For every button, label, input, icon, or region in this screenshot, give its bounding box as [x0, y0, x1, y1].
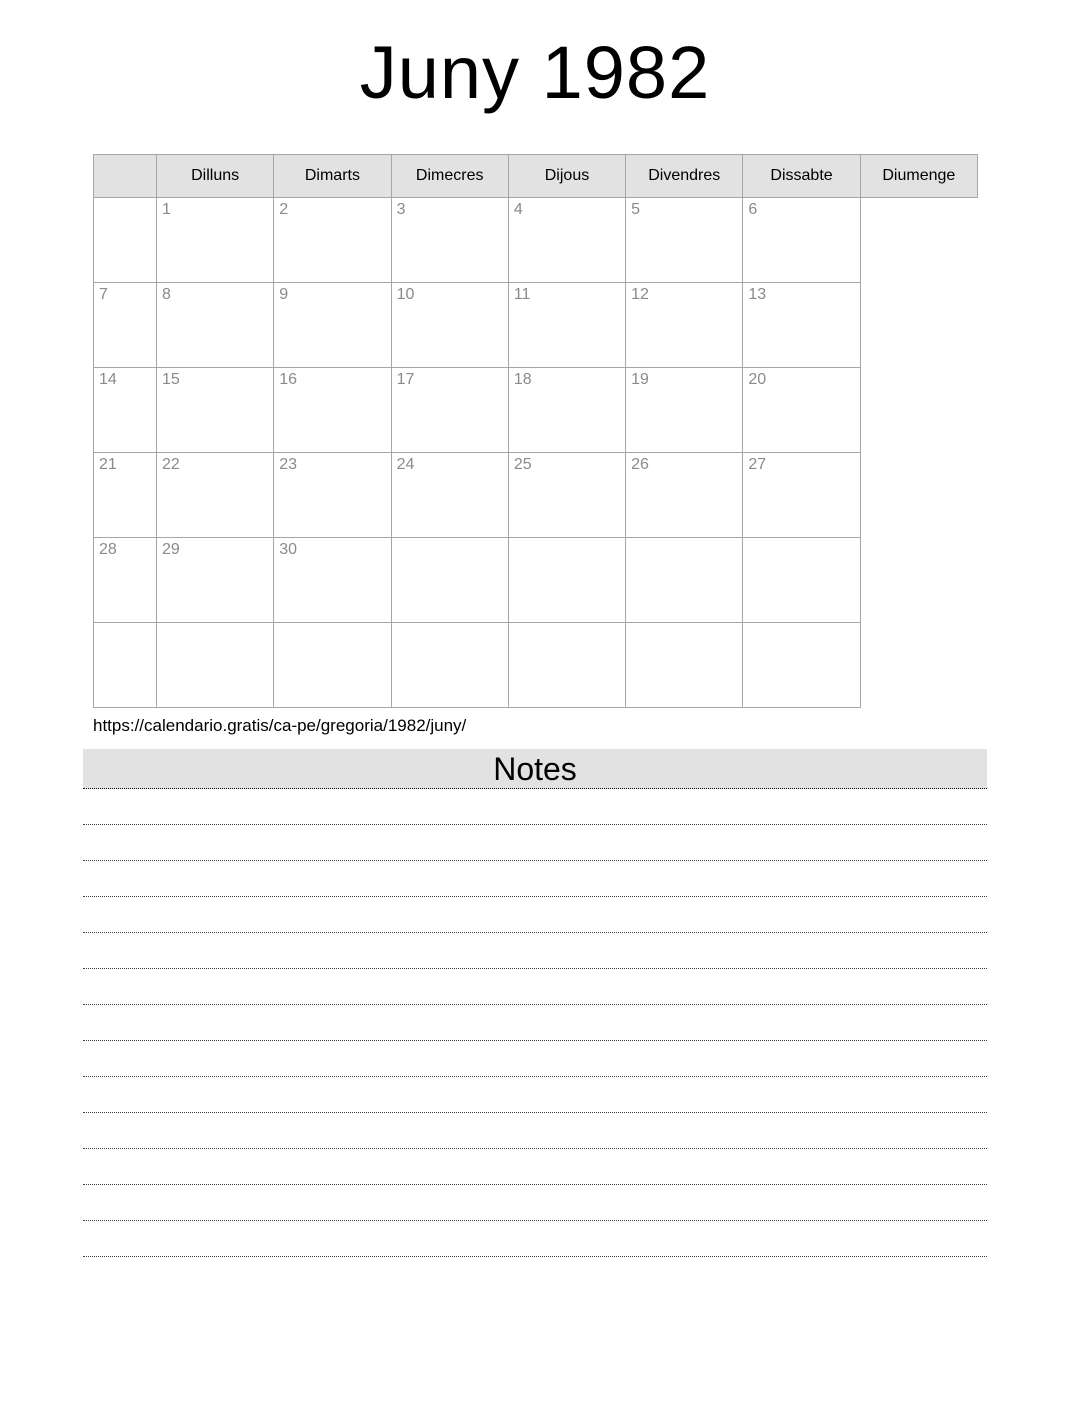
day-number: 17 [396, 371, 415, 388]
day-number: 28 [99, 541, 117, 558]
day-number: 12 [631, 286, 649, 303]
day-header-dissabte: Dissabte [743, 155, 860, 198]
calendar-day-cell-empty [626, 538, 743, 623]
day-number: 4 [513, 201, 523, 218]
calendar-table [93, 154, 978, 708]
calendar-week-row-5 [94, 538, 978, 623]
day-number: 2 [279, 201, 289, 218]
day-number: 20 [748, 371, 767, 388]
note-line [83, 1149, 987, 1185]
day-number: 22 [162, 456, 180, 473]
calendar-day-cell-20 [743, 368, 860, 453]
calendar-side-gutter [94, 155, 157, 198]
notes-lines [83, 789, 987, 1257]
calendar-week-row-6 [94, 623, 978, 708]
calendar-day-cell-26 [626, 453, 743, 538]
note-line [83, 789, 987, 825]
calendar-day-cell-empty [508, 538, 625, 623]
day-number: 13 [748, 286, 767, 303]
day-number: 27 [748, 456, 767, 473]
note-line [83, 1077, 987, 1113]
note-line [83, 825, 987, 861]
note-line [83, 1113, 987, 1149]
day-number: 5 [631, 201, 641, 218]
day-number: 18 [513, 371, 532, 388]
calendar-day-cell-10 [391, 283, 508, 368]
note-line [83, 897, 987, 933]
day-number: 23 [279, 456, 298, 473]
calendar-week-row-3 [94, 368, 978, 453]
calendar-week-row-2 [94, 283, 978, 368]
day-number: 26 [631, 456, 649, 473]
calendar-day-cell-empty [94, 623, 157, 708]
day-number: 30 [279, 541, 298, 558]
day-header-dimarts: Dimarts [274, 155, 391, 198]
calendar-day-cell-7 [94, 283, 157, 368]
note-line [83, 969, 987, 1005]
calendar-header-row [94, 155, 978, 198]
day-number: 11 [513, 286, 531, 303]
calendar-day-cell-1 [157, 198, 274, 283]
calendar-day-cell-25 [508, 453, 625, 538]
calendar-day-cell-23 [274, 453, 391, 538]
calendar-day-cell-17 [391, 368, 508, 453]
calendar-day-cell-8 [157, 283, 274, 368]
calendar-day-cell-19 [626, 368, 743, 453]
calendar-day-cell-empty [391, 538, 508, 623]
calendar-day-cell-6 [743, 198, 860, 283]
day-number: 29 [162, 541, 180, 558]
day-number: 15 [162, 371, 180, 388]
calendar-day-cell-28 [94, 538, 157, 623]
day-number: 21 [99, 456, 117, 473]
day-number: 10 [396, 286, 415, 303]
calendar-day-cell-18 [508, 368, 625, 453]
calendar-day-cell-22 [157, 453, 274, 538]
day-number: 7 [99, 286, 108, 303]
calendar-day-cell-13 [743, 283, 860, 368]
calendar-day-cell-empty [94, 198, 157, 283]
note-line [83, 1005, 987, 1041]
calendar-day-cell-2 [274, 198, 391, 283]
calendar-day-cell-empty [157, 623, 274, 708]
note-line [83, 1041, 987, 1077]
calendar-day-cell-empty [626, 623, 743, 708]
day-number: 14 [99, 371, 117, 388]
notes-header [83, 749, 987, 789]
calendar-day-cell-4 [508, 198, 625, 283]
note-line [83, 861, 987, 897]
calendar-day-cell-empty [743, 538, 860, 623]
calendar-day-cell-21 [94, 453, 157, 538]
calendar-week-row-4 [94, 453, 978, 538]
day-number: 25 [513, 456, 532, 473]
calendar-day-cell-9 [274, 283, 391, 368]
day-number: 9 [279, 286, 289, 303]
day-number: 8 [162, 286, 171, 303]
day-header-dimecres: Dimecres [391, 155, 508, 198]
calendar-day-cell-27 [743, 453, 860, 538]
day-number: 16 [279, 371, 298, 388]
calendar-day-cell-24 [391, 453, 508, 538]
calendar-day-cell-5 [626, 198, 743, 283]
calendar-day-cell-12 [626, 283, 743, 368]
page-title: Juny 1982 [359, 31, 711, 114]
calendar-day-cell-15 [157, 368, 274, 453]
calendar-day-cell-16 [274, 368, 391, 453]
note-line [83, 933, 987, 969]
day-header-diumenge: Diumenge [860, 155, 977, 198]
day-header-divendres: Divendres [626, 155, 743, 198]
calendar-day-cell-empty [391, 623, 508, 708]
day-number: 3 [396, 201, 406, 218]
calendar-week-row-1 [94, 198, 978, 283]
calendar-day-cell-empty [508, 623, 625, 708]
note-line [83, 1185, 987, 1221]
day-header-dilluns: Dilluns [157, 155, 274, 198]
calendar-day-cell-30 [274, 538, 391, 623]
calendar-day-cell-14 [94, 368, 157, 453]
calendar-day-cell-3 [391, 198, 508, 283]
calendar-day-cell-11 [508, 283, 625, 368]
day-number: 24 [396, 456, 415, 473]
day-number: 6 [748, 201, 758, 218]
notes-title: Notes [493, 751, 577, 787]
day-number: 1 [162, 201, 171, 218]
calendar-page [0, 30, 1071, 1416]
day-number: 19 [631, 371, 649, 388]
calendar-day-cell-empty [274, 623, 391, 708]
calendar-day-cell-29 [157, 538, 274, 623]
day-header-dijous: Dijous [508, 155, 625, 198]
calendar-url: https://calendario.gratis/ca-pe/gregoria/1982/juny/ [93, 716, 467, 735]
note-line [83, 1221, 987, 1257]
calendar-body [94, 198, 978, 708]
calendar-day-cell-empty [743, 623, 860, 708]
